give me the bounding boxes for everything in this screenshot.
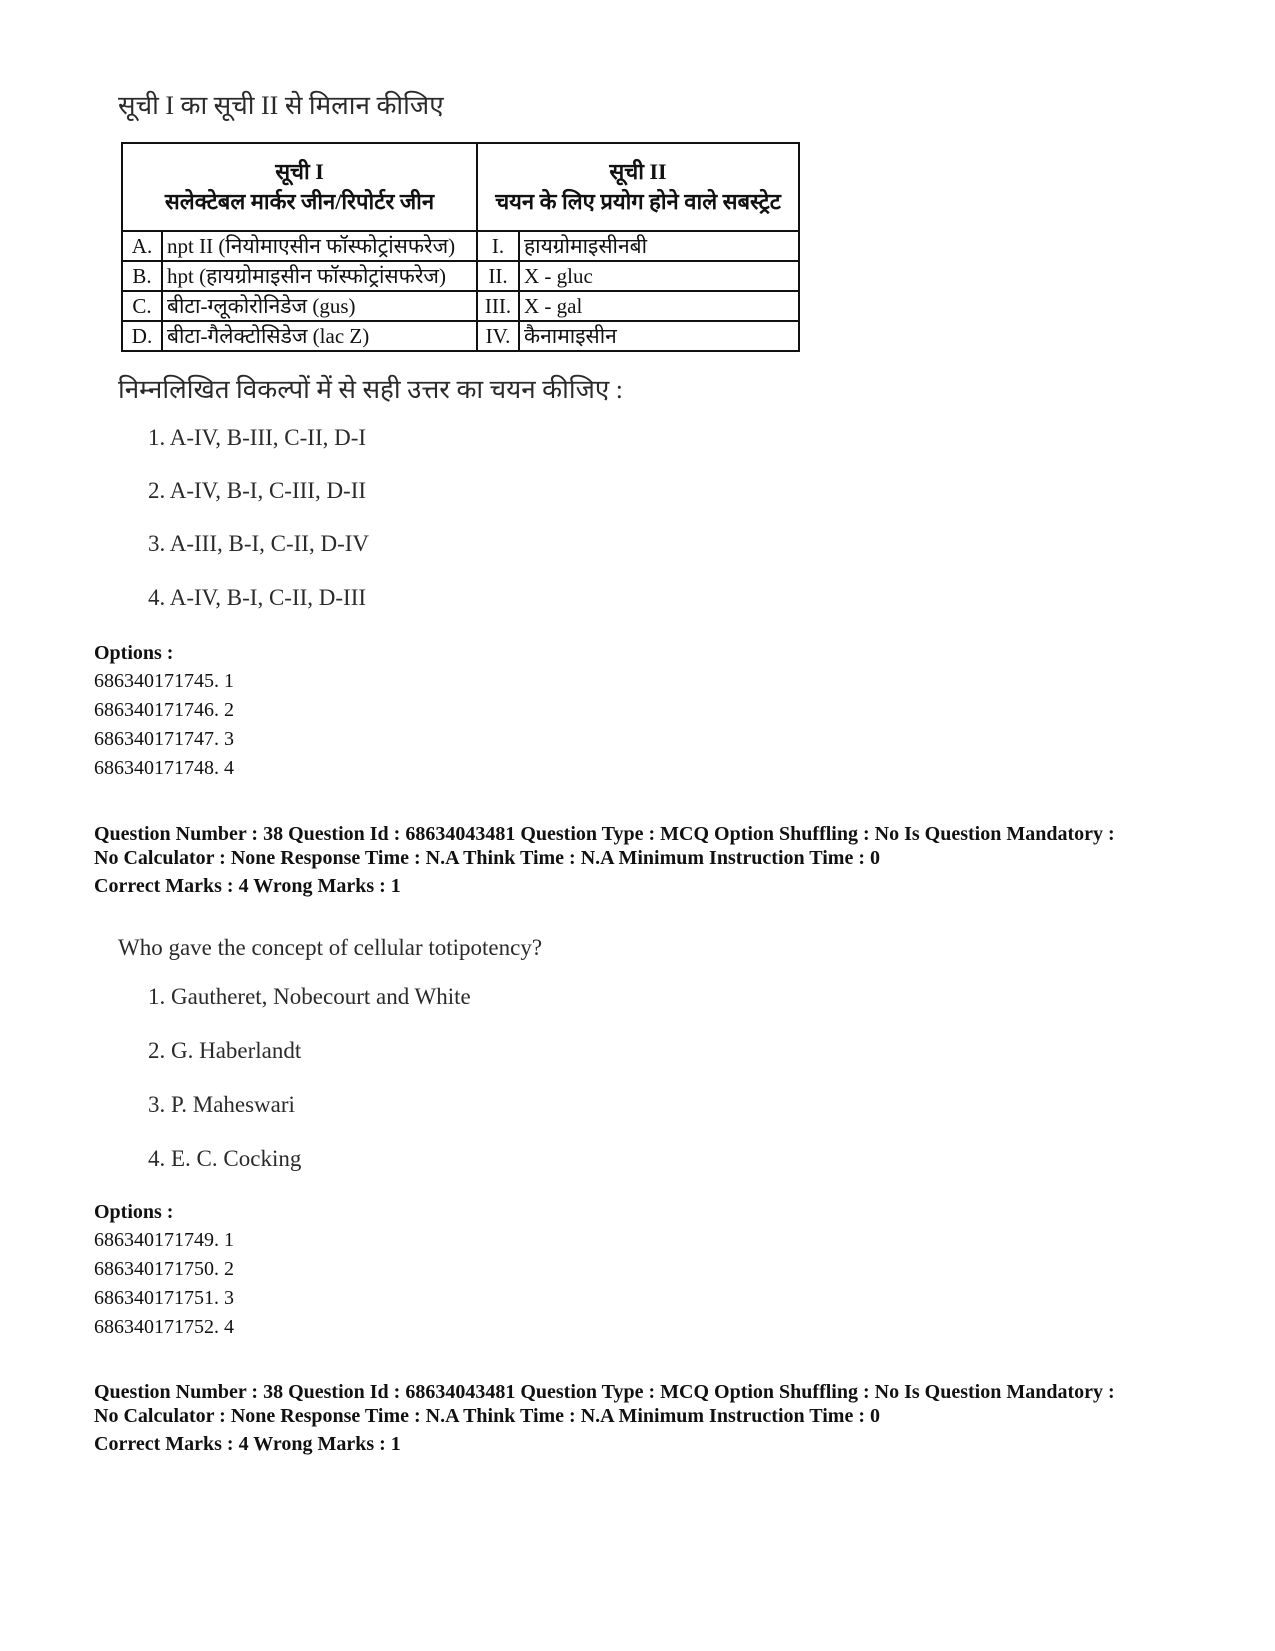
list-1-header (122, 143, 477, 231)
row-roman: IV. (477, 321, 519, 351)
row-letter: B. (122, 261, 162, 291)
q38-option-2: 686340171750. 2 (94, 1258, 234, 1280)
match-table (121, 142, 800, 352)
row-letter: C. (122, 291, 162, 321)
row-substrate: X - gal (519, 291, 799, 321)
table-row (122, 291, 799, 321)
q38-choice-3: 3. P. Maheswari (148, 1092, 295, 1117)
q37-option-2: 686340171746. 2 (94, 699, 234, 721)
next-marks: Correct Marks : 4 Wrong Marks : 1 (94, 1433, 401, 1455)
list-2-subtitle: चयन के लिए प्रयोग होने वाले सबस्ट्रेट (495, 189, 781, 214)
q38-choice-2: 2. G. Haberlandt (148, 1038, 302, 1063)
q38-prompt: Who gave the concept of cellular totipotency? (118, 935, 543, 960)
row-roman: III. (477, 291, 519, 321)
row-roman: I. (477, 231, 519, 261)
q38-choice-1: 1. Gautheret, Nobecourt and White (148, 984, 471, 1009)
row-substrate: कैनामाइसीन (519, 321, 799, 351)
q37-option-1: 686340171745. 1 (94, 670, 234, 692)
q37-choice-3: 3. A-III, B-I, C-II, D-IV (148, 531, 369, 556)
q38-option-1: 686340171749. 1 (94, 1229, 234, 1251)
list-2-title: सूची II (609, 159, 667, 184)
row-substrate: हायग्रोमाइसीनबी (519, 231, 799, 261)
q38-option-3: 686340171751. 3 (94, 1287, 234, 1309)
q37-prompt: सूची I का सूची II से मिलान कीजिए (118, 91, 444, 120)
list-1-title: सूची I (275, 159, 324, 184)
q37-option-4: 686340171748. 4 (94, 757, 234, 779)
q37-choice-2: 2. A-IV, B-I, C-III, D-II (148, 478, 367, 503)
row-roman: II. (477, 261, 519, 291)
row-item: बीटा-ग्लूकोरोनिडेज (gus) (162, 291, 477, 321)
q38-meta-line-1: Question Number : 38 Question Id : 68634043481 Question Type : MCQ Option Shuffling : No Is Question Mandatory : (94, 823, 1115, 845)
row-letter: A. (122, 231, 162, 261)
q37-select-prompt: निम्नलिखित विकल्पों में से सही उत्तर का चयन कीजिए : (118, 375, 623, 404)
q38-choice-4: 4. E. C. Cocking (148, 1146, 302, 1171)
next-meta-line-2: No Calculator : None Response Time : N.A Think Time : N.A Minimum Instruction Time : 0 (94, 1405, 880, 1427)
table-row (122, 261, 799, 291)
q37-choice-1: 1. A-IV, B-III, C-II, D-I (148, 425, 367, 450)
row-item: hpt (हायग्रोमाइसीन फॉस्फोट्रांसफरेज) (162, 261, 477, 291)
table-row (122, 231, 799, 261)
q38-options-label: Options : (94, 1201, 174, 1223)
list-1-subtitle: सलेक्टेबल मार्कर जीन/रिपोर्टर जीन (164, 189, 435, 214)
match-table-header (122, 143, 799, 231)
list-2-header (477, 143, 799, 231)
row-substrate: X - gluc (519, 261, 799, 291)
row-item: npt II (नियोमाएसीन फॉस्फोट्रांसफरेज) (162, 231, 477, 261)
q38-meta-line-2: No Calculator : None Response Time : N.A Think Time : N.A Minimum Instruction Time : 0 (94, 847, 880, 869)
q37-option-3: 686340171747. 3 (94, 728, 234, 750)
q38-marks: Correct Marks : 4 Wrong Marks : 1 (94, 875, 401, 897)
table-row (122, 321, 799, 351)
row-letter: D. (122, 321, 162, 351)
row-item: बीटा-गैलेक्टोसिडेज (lac Z) (162, 321, 477, 351)
next-meta-line-1: Question Number : 38 Question Id : 68634043481 Question Type : MCQ Option Shuffling : No Is Question Mandatory : (94, 1381, 1115, 1403)
q38-option-4: 686340171752. 4 (94, 1316, 234, 1338)
q37-choice-4: 4. A-IV, B-I, C-II, D-III (148, 585, 367, 610)
q37-options-label: Options : (94, 642, 174, 664)
